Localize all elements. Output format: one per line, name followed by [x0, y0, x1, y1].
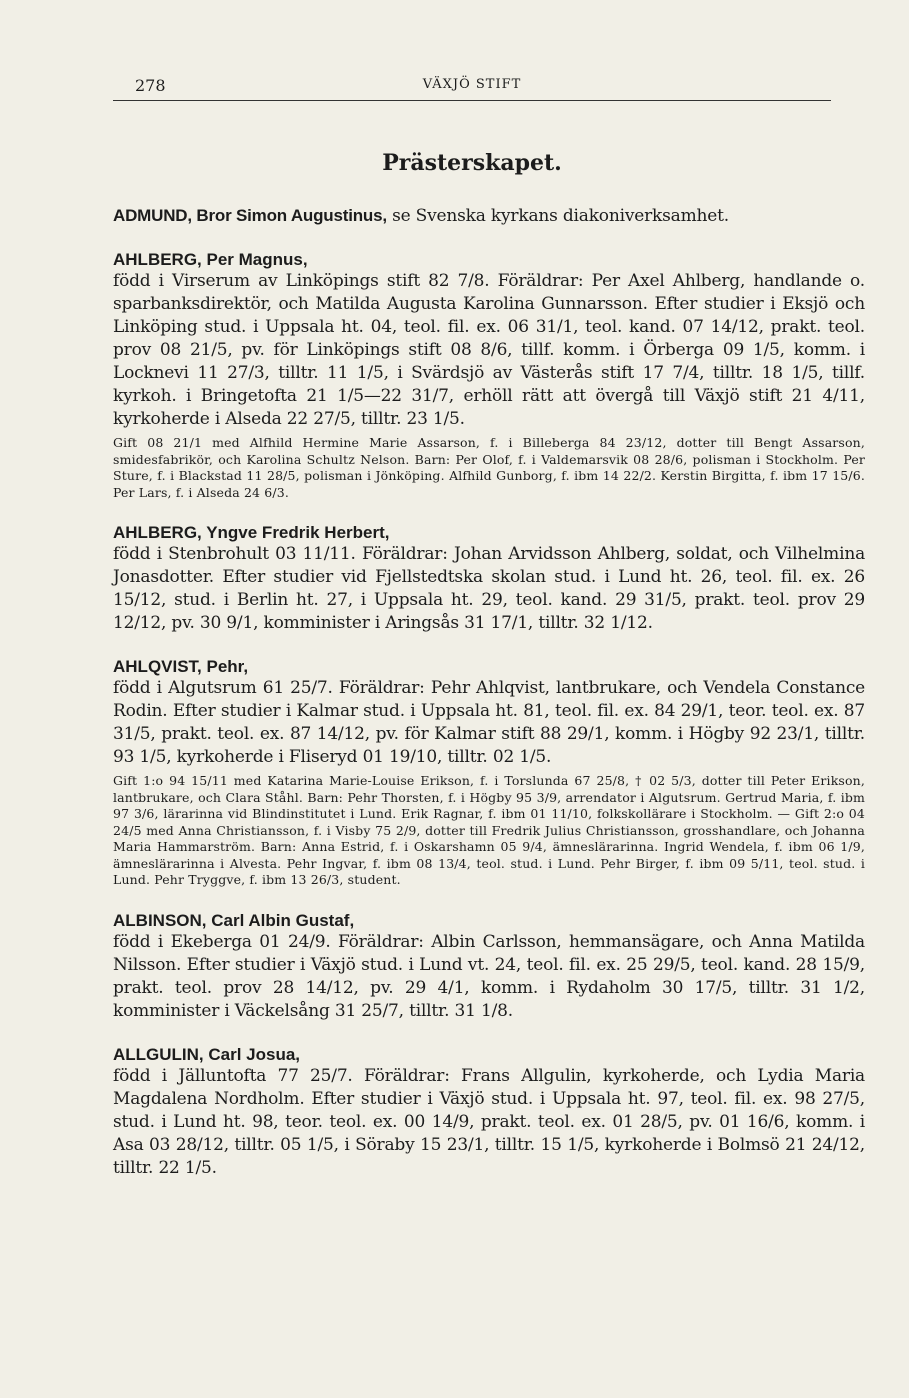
entry-ahlberg-per	[113, 250, 865, 501]
entry-name: AHLQVIST, Pehr,	[113, 657, 249, 676]
entry-bio: född i Jälluntofta 77 25/7. Föräldrar: Frans Allgulin, kyrkoherde, och Lydia Maria Magdalena Nordholm. Efter studier i Växjö stud. i Uppsala ht. 97, teol. fil. ex. 98 27/5, stud. i Lund ht. 98, teor. teol. ex. 00 14/9, prakt. teol. ex. 01 28/5, pv. 01 16/6, komm. i Asa 03 28/12, tilltr. 05 1/5, i Söraby 15 23/1, tilltr. 15 1/5, kyrkoherde i Bolmsö 21 24/12, tilltr. 22 1/5.	[113, 1065, 865, 1178]
entry-family: Gift 1:o 94 15/11 med Katarina Marie-Louise Erikson, f. i Torslunda 67 25/8, † 02 5/3, dotter till Peter Erikson, lantbrukare, och Clara Ståhl. Barn: Pehr Thorsten, f. i Högby 95 3/9, arrendator i Algutsrum. Gertrud Maria, f. ibm 97 3/6, lärarinna vid Blindinstitutet i Lund. Erik Ragnar, f. ibm 01 11/10, folkskollärare i Stockholm. — Gift 2:o 04 24/5 med Anna Christiansson, f. i Visby 75 2/9, dotter till Fredrik Julius Christiansson, grosshandlare, och Johanna Maria Hammarström. Barn: Anna Estrid, f. i Oskarshamn 05 9/4, ämneslärarinna. Ingrid Wendela, f. ibm 06 1/9, ämneslärarinna i Alvesta. Pehr Ingvar, f. ibm 08 13/4, teol. stud. i Lund. Pehr Birger, f. ibm 09 5/11, teol. stud. i Lund. Pehr Tryggve, f. ibm 13 26/3, student.	[113, 773, 865, 887]
entry-admund	[113, 204, 865, 228]
running-title: VÄXJÖ STIFT	[422, 77, 522, 92]
entry-name: ADMUND, Bror Simon Augustinus,	[113, 206, 387, 225]
entry-bio: född i Virserum av Linköpings stift 82 7/8. Föräldrar: Per Axel Ahlberg, handlande o. sparbanksdirektör, och Matilda Augusta Karolina Gunnarsson. Efter studier i Eksjö och Linköping stud. i Uppsala ht. 04, teol. fil. ex. 06 31/1, teol. kand. 07 14/12, prakt. teol. prov 08 21/5, pv. för Linköpings stift 08 8/6, tillf. komm. i Örberga 09 1/5, komm. i Locknevi 11 27/3, tilltr. 11 1/5, i Svärdsjö av Västerås stift 17 7/4, tilltr. 18 1/5, tillf. kyrkoh. i Bringetofta 21 1/5—22 31/7, erhöll rätt att övergå till Växjö stift 21 4/11, kyrkoherde i Alseda 22 27/5, tilltr. 23 1/5.	[113, 271, 865, 429]
entry-name: ALLGULIN, Carl Josua,	[113, 1044, 301, 1064]
entry-bio: född i Stenbrohult 03 11/11. Föräldrar: Johan Arvidsson Ahlberg, soldat, och Vilhelmina Jonasdotter. Efter studier vid Fjellstedtska skolan stud. i Lund ht. 26, teol. fil. ex. 26 15/12, stud. i Berlin ht. 27, i Uppsala ht. 29, teol. kand. 29 31/5, prakt. teol. prov 29 12/12, pv. 30 9/1, komminister i Aringsås 31 17/1, tilltr. 32 1/12.	[113, 544, 865, 633]
entry-ahlberg-yngve	[113, 523, 865, 635]
entry-albinson	[113, 911, 865, 1023]
entry-bio: född i Ekeberga 01 24/9. Föräldrar: Albin Carlsson, hemmansägare, och Anna Matilda Nilsson. Efter studier i Växjö stud. i Lund vt. 24, teol. fil. ex. 25 29/5, teol. kand. 28 15/9, prakt. teol. prov 28 14/12, pv. 29 4/1, komm. i Rydaholm 30 17/5, tilltr. 31 1/2, komminister i Väckelsång 31 25/7, tilltr. 31 1/8.	[113, 931, 865, 1021]
entry-bio: född i Algutsrum 61 25/7. Föräldrar: Pehr Ahlqvist, lantbrukare, och Vendela Constance Rodin. Efter studier i Kalmar stud. i Uppsala ht. 81, teol. fil. ex. 84 29/1, teor. teol. ex. 87 31/5, prakt. teol. ex. 87 14/12, pv. för Kalmar stift 88 29/1, komm. i Högby 92 23/1, tilltr. 93 1/5, kyrkoherde i Fliseryd 01 19/10, tilltr. 02 1/5.	[113, 678, 865, 767]
entry-bio: se Svenska kyrkans diakoniverksamhet.	[392, 206, 729, 226]
entry-name: AHLBERG, Yngve Fredrik Herbert,	[113, 523, 390, 542]
entry-ahlqvist	[113, 657, 865, 889]
section-title: Prästerskapet.	[382, 150, 562, 176]
entry-allgulin	[113, 1045, 865, 1180]
entry-name: AHLBERG, Per Magnus,	[113, 250, 308, 269]
entry-name: ALBINSON, Carl Albin Gustaf,	[113, 910, 355, 930]
entries-list	[113, 204, 865, 1202]
page-number: 278	[135, 76, 166, 95]
page-header	[113, 74, 831, 101]
entry-family: Gift 08 21/1 med Alfhild Hermine Marie Assarson, f. i Billeberga 84 23/12, dotter till Bengt Assarson, smidesfabrikör, och Karolina Schultz Nelson. Barn: Per Olof, f. i Valdemarsvik 08 28/6, polisman i Stockholm. Per Sture, f. i Blackstad 11 28/5, polisman i Jönköping. Alfhild Gunborg, f. ibm 14 22/2. Kerstin Birgitta, f. ibm 17 15/6. Per Lars, f. i Alseda 24 6/3.	[113, 435, 865, 500]
